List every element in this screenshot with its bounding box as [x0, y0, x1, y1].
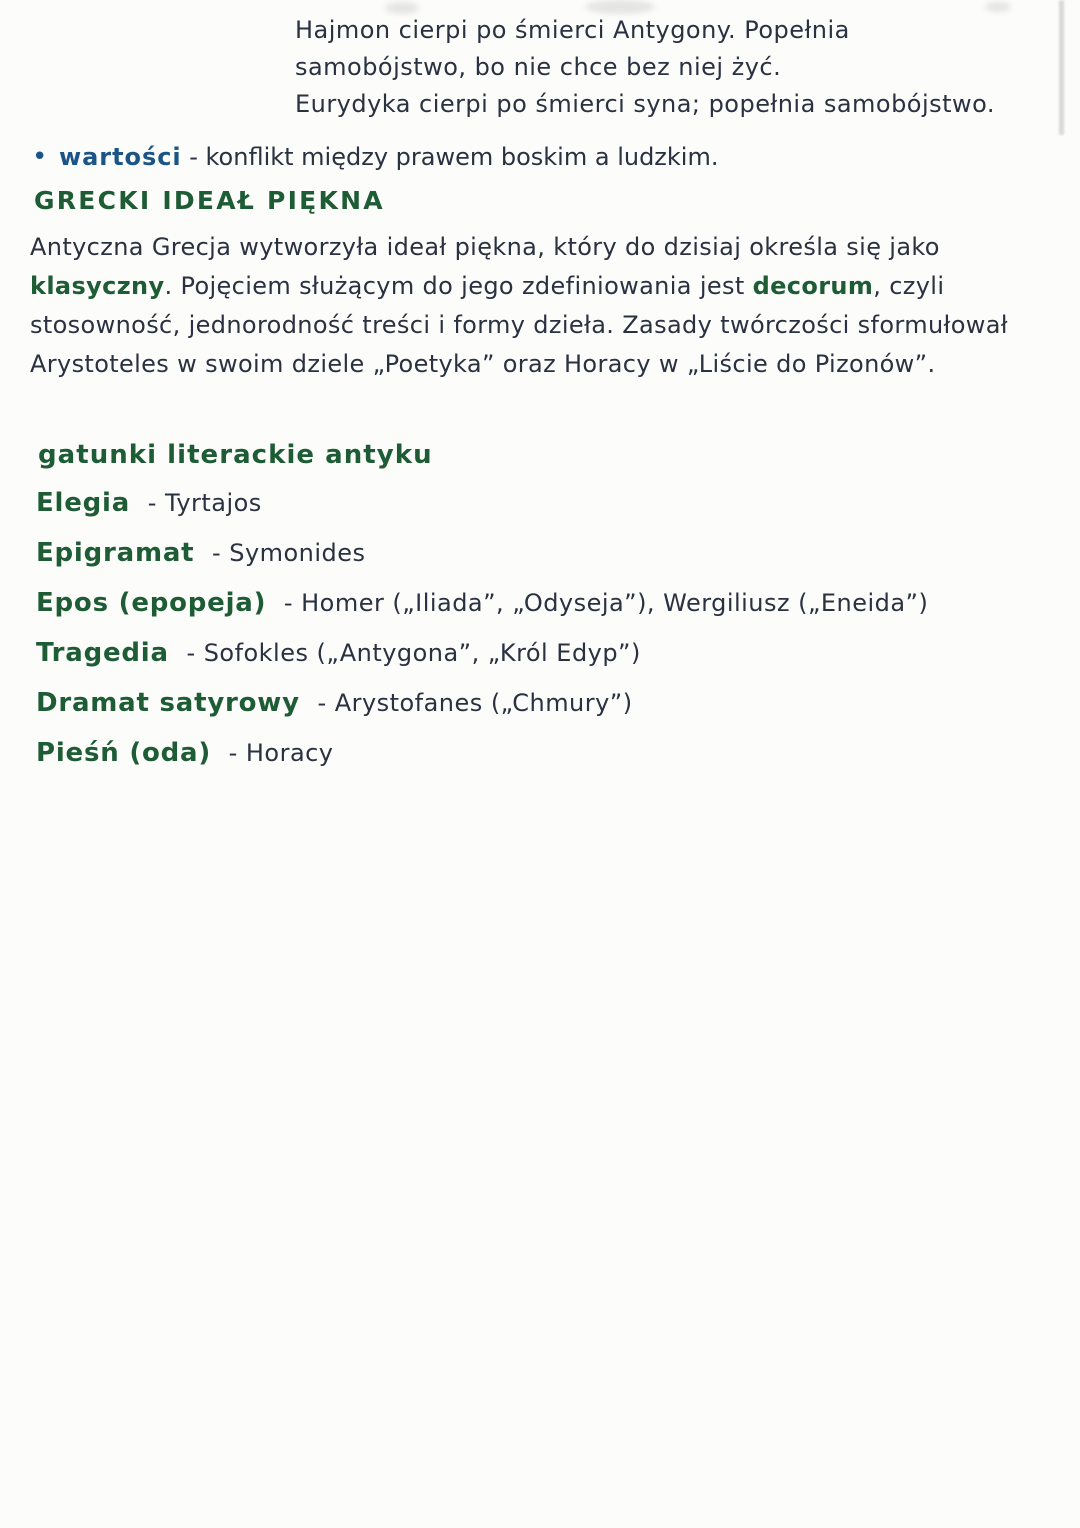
genre-term: Elegia: [36, 488, 131, 518]
section-heading-greek-ideal: GRECKI IDEAŁ PIĘKNA: [34, 186, 385, 215]
bullet-dot-icon: •: [32, 142, 48, 172]
term-decorum: decorum: [752, 272, 874, 300]
paper-edge-shadow: [1059, 0, 1064, 135]
list-item-dramat-satyrowy: [36, 688, 1046, 738]
paragraph-segment: Antyczna Grecja wytworzyła ideał piękna, który do dzisiaj określa się jako: [30, 233, 940, 261]
genre-term: Tragedia: [36, 638, 169, 668]
values-bullet-line: [32, 140, 1042, 174]
genre-definition: - Symonides: [212, 539, 366, 567]
genres-list: [36, 488, 1046, 788]
term-klasyczny: klasyczny: [30, 272, 165, 300]
genre-definition: - Horacy: [228, 739, 334, 767]
paragraph-segment: . Pojęciem służącym do jego zdefiniowania jest: [164, 272, 753, 300]
values-term: wartości: [58, 143, 182, 171]
genre-term: Epigramat: [36, 538, 195, 568]
list-item-elegia: [36, 488, 1046, 538]
genres-heading: gatunki literackie antyku: [38, 440, 433, 470]
list-item-piesn: [36, 738, 1046, 788]
note-line-eurydice: Eurydyka cierpi po śmierci syna; popełnia samobójstwo.: [295, 90, 995, 118]
genre-term: Pieśń (oda): [36, 738, 212, 768]
genre-definition: - Homer („Iliada”, „Odyseja”), Wergiliusz („Eneida”): [283, 589, 929, 617]
genre-definition: - Tyrtajos: [147, 489, 262, 517]
note-line-haemon-2: samobójstwo, bo nie chce bez niej żyć.: [295, 53, 782, 81]
list-item-epos: [36, 588, 1046, 638]
top-notes-block: [295, 12, 1055, 123]
values-text: - konflikt między prawem boskim a ludzkim.: [189, 143, 719, 171]
genre-definition: - Arystofanes („Chmury”): [317, 689, 633, 717]
list-item-tragedia: [36, 638, 1046, 688]
list-item-epigramat: [36, 538, 1046, 588]
scan-smudge: [985, 2, 1011, 12]
paragraph-segment: , czyli stosowność, jednorodność treści i formy dzieła. Zasady twórczości sformułował Arystoteles w swoim dziele „Poetyka” oraz Horacy w „Liście do Pizonów”.: [30, 272, 1008, 378]
note-line-haemon-1: Hajmon cierpi po śmierci Antygony. Popełnia: [295, 16, 850, 44]
greek-ideal-paragraph: [30, 228, 1045, 384]
genre-term: Dramat satyrowy: [36, 688, 300, 718]
genre-term: Epos (epopeja): [36, 588, 267, 618]
genre-definition: - Sofokles („Antygona”, „Król Edyp”): [186, 639, 641, 667]
